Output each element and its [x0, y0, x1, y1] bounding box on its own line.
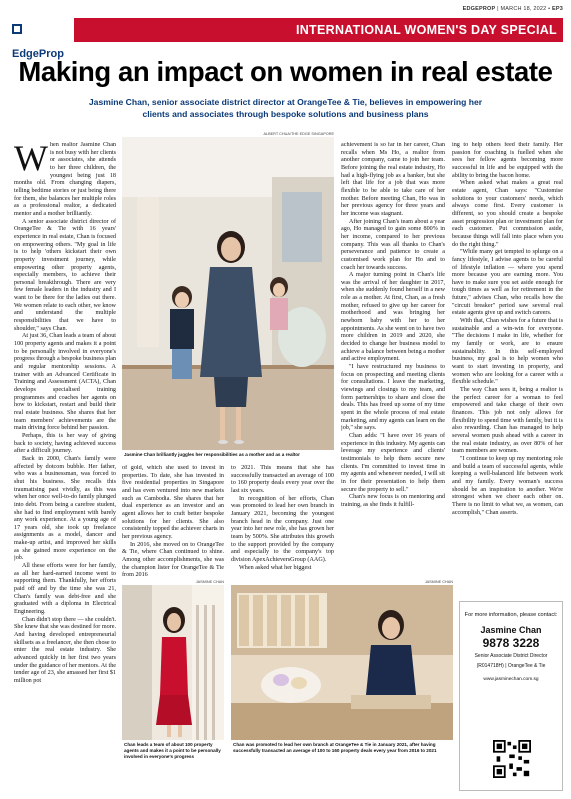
logo-mark-icon: [12, 24, 22, 34]
article-column-3: [231, 465, 334, 577]
paragraph: The way Chan sees it, being a realtor is the perfect career for a woman to feel empowered and take charge of their own finances. This job not only allows for flexibility to spend time with family, but it is also rewarding. Chan has managed to help several women push ahead with a career in the real estate industry, as over 80% of her team members are women.: [452, 387, 563, 455]
photo-credit: JASMINE CHAN: [424, 580, 453, 584]
article-column-4: [341, 142, 445, 577]
paragraph: In recognition of her efforts, Chan was promoted to lead her own branch in January 2021, becoming the youngest branch head in the company. Just one year into her new role, she has grown her team by 500%. She attributes this growth to the support provided by the company and especially to the company's top division ApexAchieversGroup (AAG).: [231, 495, 334, 563]
paragraph: With that, Chan wishes for a future that is sustainable and a win-win for everyone. "The decisions I make in life, whether for my family or work, are to ensure sustainability. In this self-employed business, my goal is to help women who want to start investing in property, and women who are looking for a career with a flexible schedule.": [452, 318, 563, 386]
main-photo-caption: Jasmine Chan brilliantly juggles her responsibilities as a mother and as a realtor: [124, 452, 300, 457]
red-dress-photo-caption: Chan leads a team of about 100 property agents and makes it a point to be personally involved in everyone's progress: [124, 742, 221, 759]
contact-website: www.jasminechan.com.sg: [483, 677, 539, 682]
contact-intro: For more information, please contact:: [464, 612, 558, 618]
article-column-2: [122, 465, 224, 577]
paragraph: A senior associate district director of OrangeTee & Tie with 16 years' experience in real estate, Chan is focused on empowering others. "My goal in life is to help 'others kickstart their own property investment journey, while empowering other property agents, especially members, to achieve their personal breakthrough. There are very few female leaders in the industry and I want to be there for the ladies out there. We women relate to each other, we know and understand the multiple responsibilities that we have to shoulder," says Chan.: [14, 218, 116, 332]
navy-dress-photo: [231, 585, 453, 740]
issue-date: MARCH 18, 2022: [500, 6, 547, 12]
logo-text: EdgeProp: [12, 48, 64, 60]
contact-phone: 9878 3228: [482, 636, 540, 650]
contact-name: Jasmine Chan: [480, 625, 542, 635]
photo-credit: ALBERT CHUA/THE EDGE SINGAPORE: [263, 132, 334, 136]
paragraph: Chan adds: "I have over 16 years of experience in this industry. My agents can leverage my experience and clients' testimonials to help them secure new clients. I'm committed to invest time in my agents and whenever needed, I will sit in for their presentation to help them secure the property to sell.": [341, 432, 445, 493]
paragraph: A major turning point in Chan's life was the arrival of her daughter in 2017, when she suddenly found herself in a new role as a mother. At first, Chan, as a fresh mother, refused to give up her career for motherhood and was bringing her newborn baby with her to her appointments. As she went on to have two more children in 2019 and 2020, she decided to change her business model to achieve a balance between being a mother and active employment.: [341, 272, 445, 363]
paragraph: of gold, which she used to invest in properties. To date, she has invested in five residential properties in Singapore and has even ventured into new markets such as Cambodia. She shares that her dual experience as an investor and an agent allows her to craft better bespoke solutions for her clients. She also consistently topped the achiever charts in her previous agency.: [122, 465, 224, 540]
paragraph: Back in 2000, Chan's family were affected by dotcom bubble. Her father, who was a businessman, was forced to shut his business. She recalls this traumatising past vividly, as this was when her once well-to-do family plunged into debt. From being a carefree student, she had to find employment with barely any work experience. At a young age of 17 years old, she took up freelance assignments as a model, dancer and make-up artist, and improved her skills as she gained more experience on the job.: [14, 455, 116, 562]
contact-box: [459, 601, 563, 791]
paragraph: "I continue to keep up my mentoring role and build a team of successful agents, while keeping a well-balanced life between work and my family. Every woman's success should be an inspiration to another. We're strongest when we cheer each other on. There is no limit to what we, as women, can accomplish," Chan asserts.: [452, 455, 563, 516]
article-column-1: [14, 142, 116, 792]
contact-role: Senior Associate District Director: [474, 653, 548, 659]
paragraph: "I have restructured my business to focus on prospecting and meeting clients for consultations. I leave the marketing, viewings and closings to my team, and form partnerships to share and close the deals. This has freed up some of my time spent in the whole process of real estate marketing, and my agents can learn on the job," she says.: [341, 364, 445, 432]
paragraph: achievement is so far in her career, Chan recalls when Ms Ho, a realtor from another company, came to join her team. Before joining the real estate industry, Ho had a high-flying job as a banker, but she left that life for a job that was more flexible to be able to take care of her mother. Before meeting Chan, Ho was in her previous agency for three years and her income was stagnant.: [341, 142, 445, 217]
paragraph: When asked what her biggest: [239, 564, 312, 571]
red-dress-photo: [122, 585, 224, 740]
headline: Making an impact on women in real estate: [18, 56, 553, 87]
paragraph: Perhaps, this is her way of giving back to society, having achieved success after a difficult journey.: [14, 432, 116, 455]
paragraph: In 2016, she moved on to OrangeTee & Tie, where Chan continued to shine. Among other accomplishments, she was the champion lister for OrangeTee & Tie from 2016: [122, 541, 224, 577]
page-number: EP3: [552, 6, 563, 12]
paragraph: Chan didn't stop there — she couldn't. She knew that she was destined for more. And having developed entrepreneurial skillsets as a freelancer, she then chose to enter the real estate industry. She advanced quickly in her first two years under the guidance of her mentors. At the tender age of 23, she amassed her first $1 million pot: [14, 616, 116, 684]
contact-registration: (R014718H) | OrangeTee & Tie: [476, 662, 546, 669]
paragraph: When asked what makes a great real estate agent, Chan says: "Customise solutions to your customers' needs, which always come first. Every customer is different, so you should create a bespoke asset progression plan or investment plan for each customer. Put commission aside, because things will fall into place when you do the right thing.": [452, 180, 563, 248]
paragraph: ing to help others feed their family. Her passion for coaching is fuelled when she sees her fellow agents becoming more successful in life and be equipped with the ability to bring the bacon home.: [452, 142, 563, 179]
paragraph: hen realtor Jasmine Chan is not busy with her clients or associates, she attends to her three children, the youngest being just 18 months old. From changing diapers, telling bedtime stories or just being there for them, she balances her multiple roles as a professional realtor, a dedicated mentor and a mother brilliantly.: [14, 142, 116, 217]
navy-dress-photo-caption: Chan was promoted to lead her own branch at OrangeTee & Tie in January 2021, after having successfully transacted an average of 100 to 160 property deals every year from 2016 to 2021: [233, 742, 437, 753]
section-name: EDGEPROP: [462, 6, 496, 12]
edgeprop-logo: [8, 18, 74, 60]
paragraph: At just 36, Chan leads a team of about 100 property agents and makes it a point to be personally involved in everyone's progress through a bespoke business plan and regular mentorship sessions. A trainer with an Advanced Certificate in Training and Assessment (ACTA), Chan develops specialised training programmes and coaches her agents on how to kickstart, restart and build their real estate business. She shares that her team members' achievements are the main driving force behind her passion.: [14, 333, 116, 432]
paragraph: Chan's new focus is on mentoring and training, as she finds it fulfill-: [341, 494, 445, 508]
paragraph: to 2021. This means that she has successfully transacted an average of 100 to 160 property deals every year over the last six years.: [231, 465, 334, 494]
paragraph: "While many get tempted to splurge on a fancy lifestyle, I advise agents to be careful of lifestyle inflation — where you spend more because you are earning more. You have to make sure you set aside enough for tough times as well as for retirement in the future," advises Chan, who recalls how the "circuit breaker" period saw several real estate agents give up and switch careers.: [452, 249, 563, 317]
main-photo: [122, 137, 334, 450]
paragraph: After joining Chan's team about a year ago, Ho managed to gain some 800% in her income, compared to her previous company. This was all thanks to Chan's perseverance and patience to create a customised work plan for Ho and to coach her towards success.: [341, 218, 445, 271]
paragraph: All these efforts were for her family, as all her hard-earned income went to supporting them. Thankfully, her efforts paid off and by the time she was 21, Chan's family was debt-free and she graduated with a diploma in Electrical Engineering.: [14, 563, 116, 616]
drop-cap: W: [14, 142, 48, 178]
standfirst: Jasmine Chan, senior associate district director at OrangeTee & Tie, believes in empowering her clients and associates through bespoke solutions and business plans: [88, 97, 483, 119]
page-header: EDGEPROP | MARCH 18, 2022 • EP3: [462, 6, 563, 12]
banner-title: INTERNATIONAL WOMEN'S DAY SPECIAL: [295, 23, 557, 37]
qr-code-icon: [493, 740, 531, 778]
article-column-5: [452, 142, 563, 594]
photo-credit: JASMINE CHAN: [195, 580, 224, 584]
